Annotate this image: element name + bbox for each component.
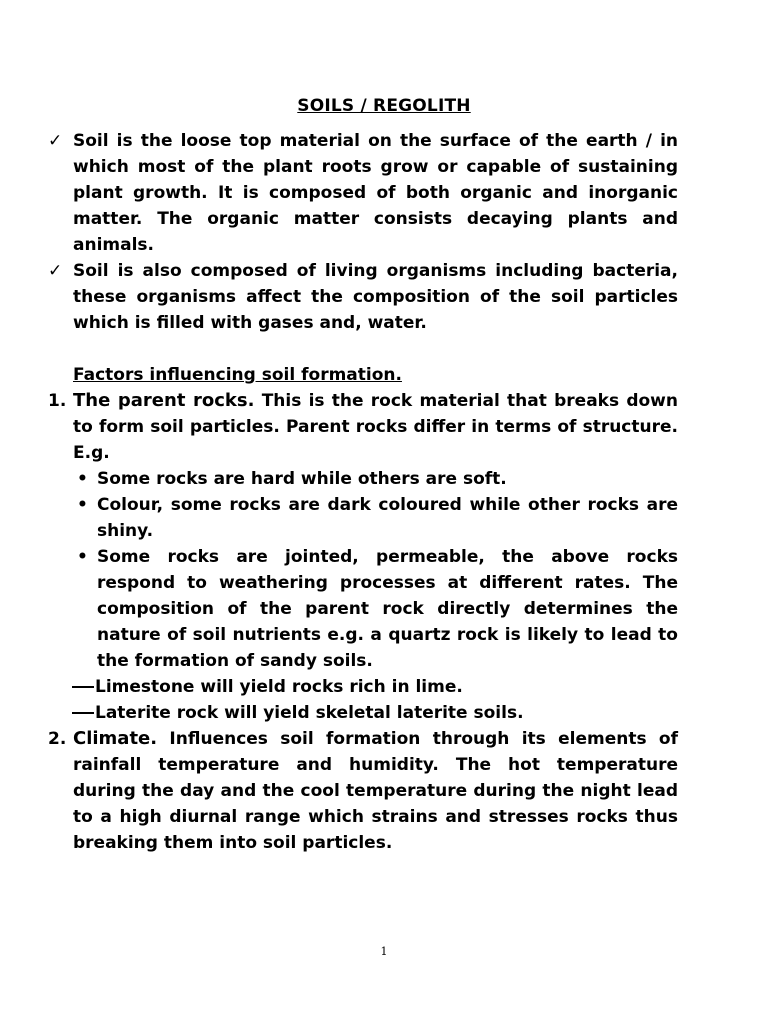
paragraph-text: Soil is the loose top material on the surface of the earth / in which most of the plant roots grow or capable of sustaining plant growth. It is composed of both organic and inorganic matter. The organic matter consists decaying plants and animals. (73, 131, 678, 255)
list-item (48, 466, 678, 492)
checkmark-icon: ✓ (48, 261, 63, 281)
bullet-list (48, 466, 678, 674)
bullet-text: Colour, some rocks are dark coloured while other rocks are shiny. (97, 495, 678, 541)
page-number: 1 (380, 945, 388, 958)
list-item (48, 492, 678, 544)
numbered-item (48, 388, 678, 466)
list-item (48, 544, 678, 674)
bullet-text: Some rocks are hard while others are soft. (97, 469, 507, 489)
check-item (48, 128, 678, 258)
item-term: Climate. (73, 728, 158, 749)
item-term: The parent rocks. (73, 390, 255, 411)
blank-line (48, 336, 678, 362)
document-body (48, 128, 678, 856)
item-text: Influences soil formation through its elements of rainfall temperature and humidity. The hot temperature during the day and the cool temperature during the night lead to a high diurnal range which strains and stresses rocks thus breaking them into soil particles. (73, 729, 678, 853)
check-item (48, 258, 678, 336)
checkmark-icon: ✓ (48, 131, 63, 151)
paragraph-text: Soil is also composed of living organisms including bacteria, these organisms affect the composition of the soil particles which is filled with gases and, water. (73, 261, 678, 333)
bullet-text: Some rocks are jointed, permeable, the above rocks respond to weathering processes at different rates. The composition of the parent rock directly determines the nature of soil nutrients e.g. a quartz rock is likely to lead to the formation of sandy soils. (97, 547, 678, 671)
page-title: SOILS / REGOLITH (297, 96, 471, 116)
dash-icon (72, 686, 94, 688)
item-number: 1. (48, 391, 67, 411)
dash-text: Laterite rock will yield skeletal laterite soils. (95, 703, 524, 723)
numbered-item (48, 726, 678, 856)
dash-item (48, 674, 678, 700)
bullet-icon: • (77, 495, 88, 515)
dash-item (48, 700, 678, 726)
dash-text: Limestone will yield rocks rich in lime. (95, 677, 463, 697)
bullet-icon: • (77, 469, 88, 489)
item-text: This is the rock material that breaks down to form soil particles. Parent rocks differ in terms of structure. E.g. (73, 391, 678, 463)
item-number: 2. (48, 729, 67, 749)
dash-icon (72, 712, 94, 714)
section-heading: Factors influencing soil formation. (73, 365, 402, 385)
bullet-icon: • (77, 547, 88, 567)
